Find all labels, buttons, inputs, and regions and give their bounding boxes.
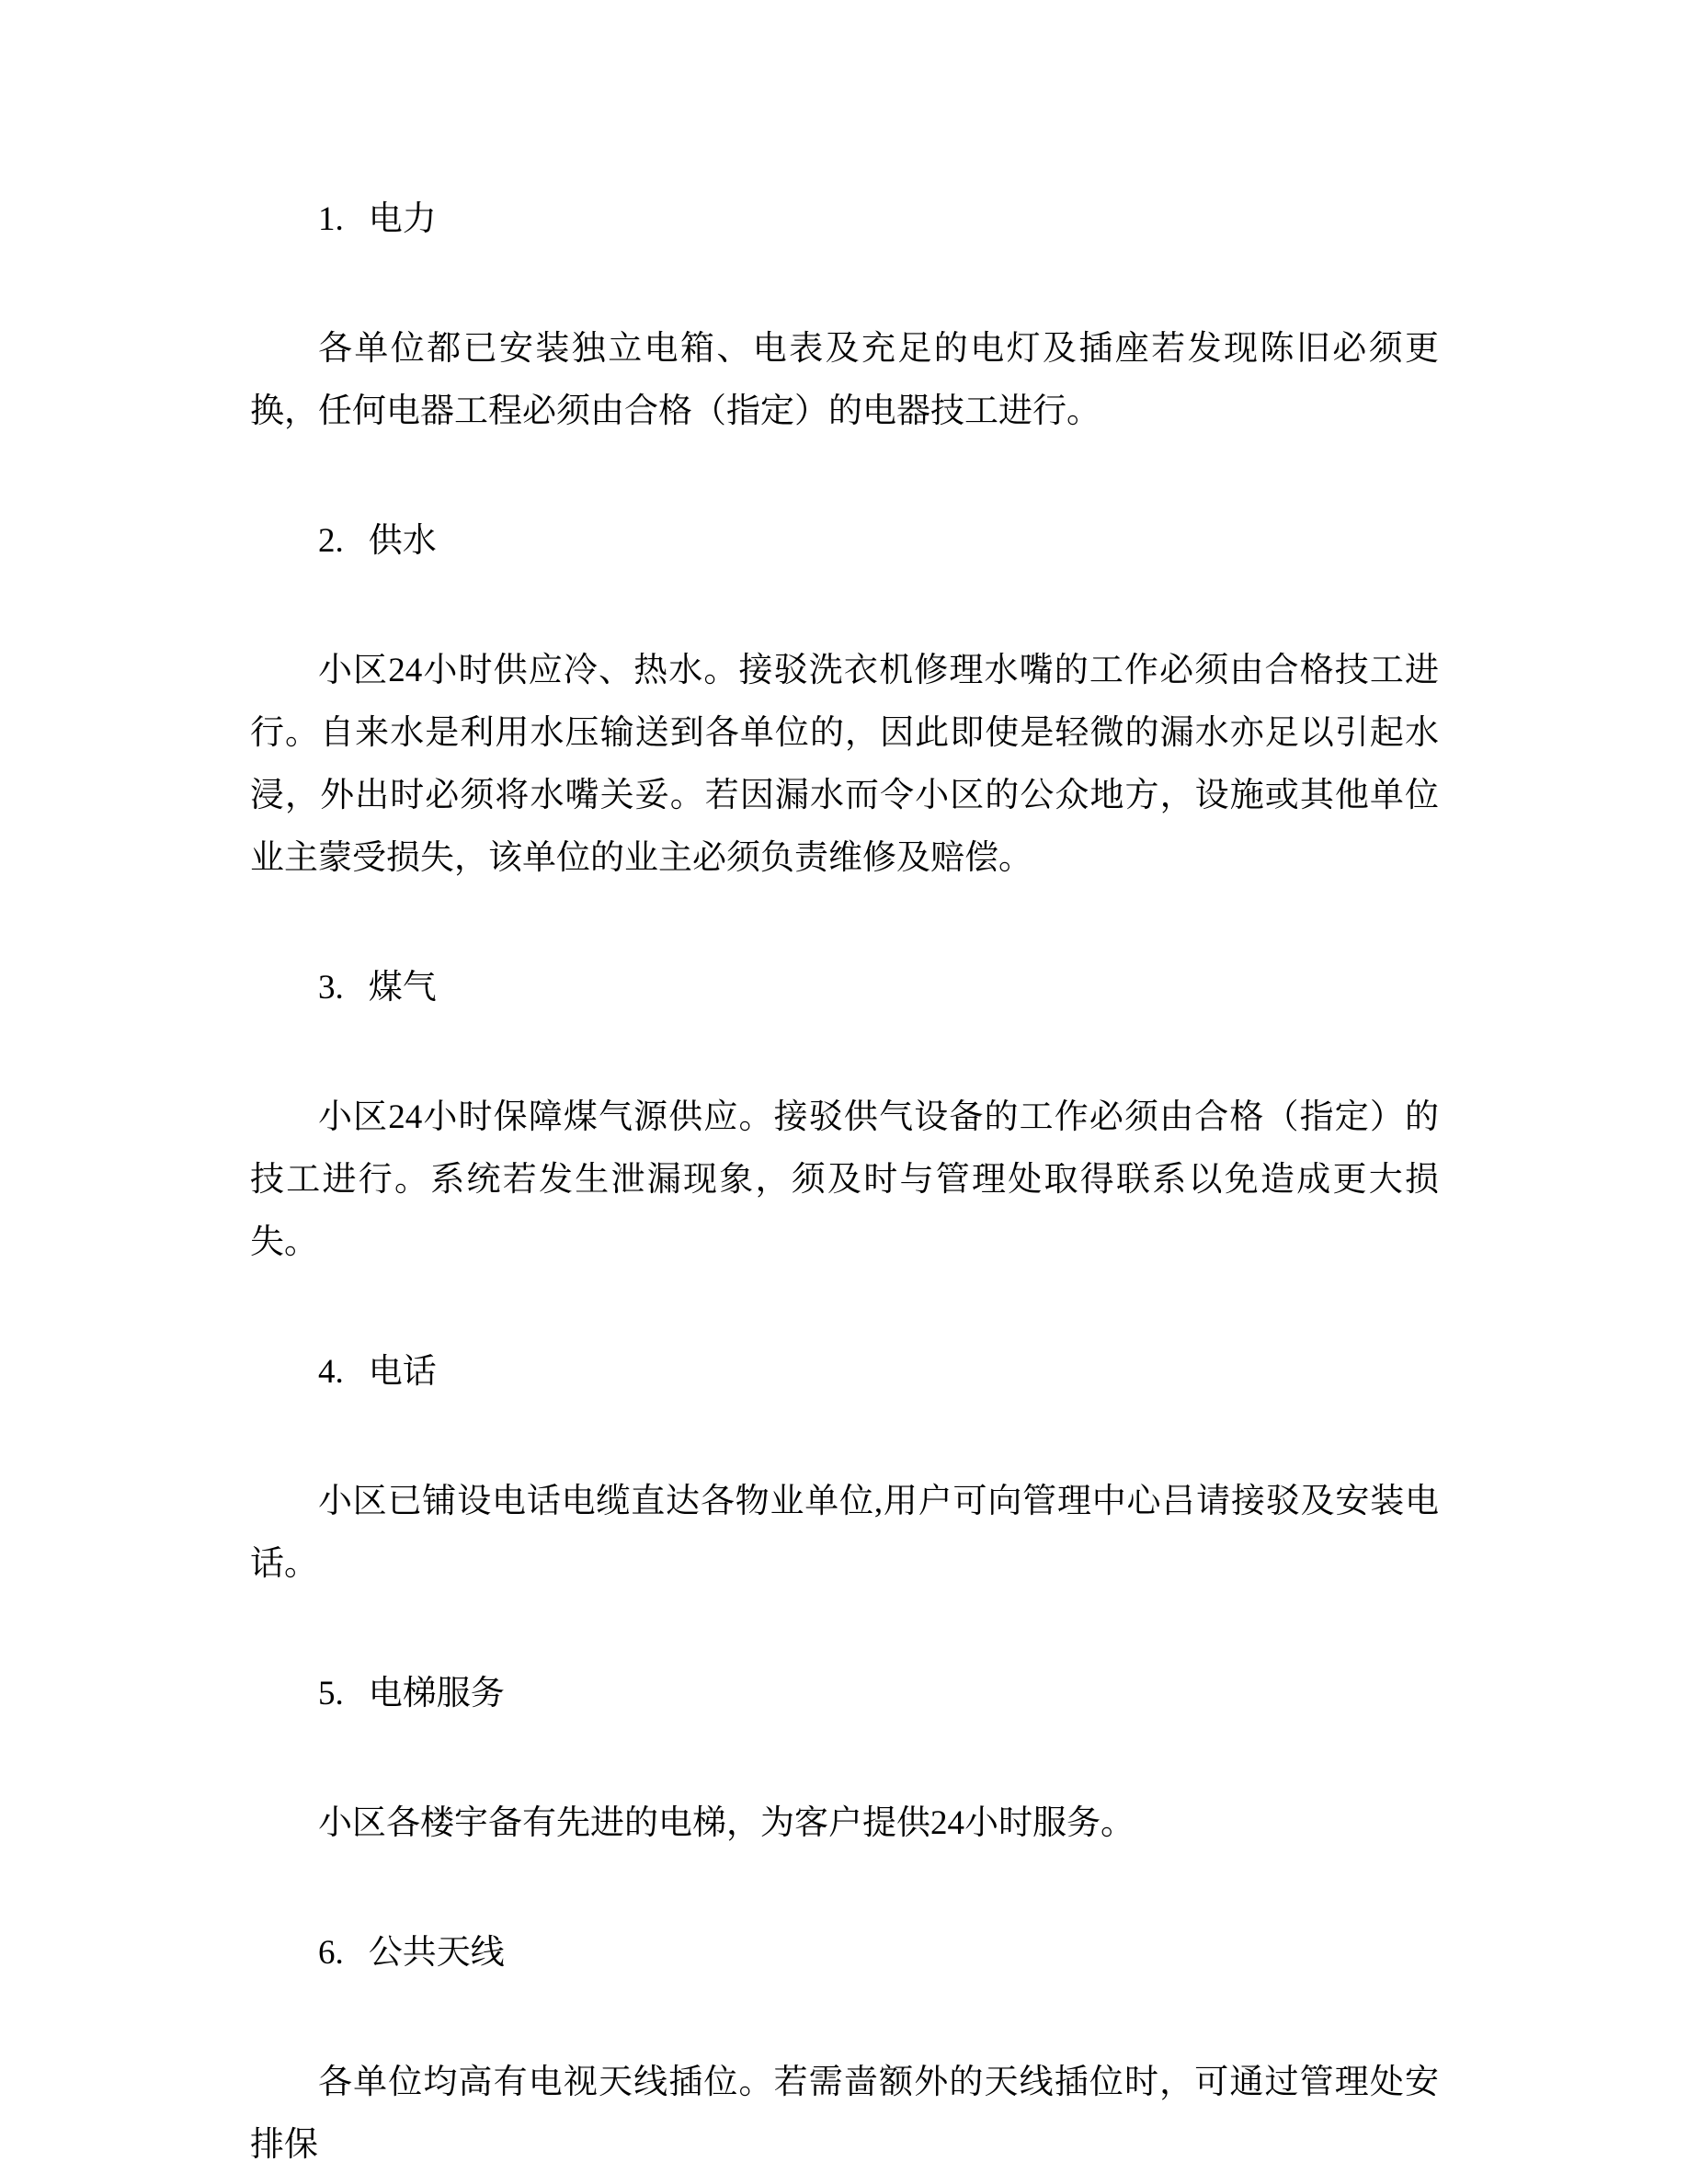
- section-number: 5.: [318, 1675, 344, 1712]
- section-paragraph: 各单位均高有电视天线插位。若需啬额外的天线插位时，可通过管理处安排保: [250, 2064, 1439, 2164]
- section-number: 4.: [318, 1353, 344, 1391]
- section-paragraph: 小区各楼宇备有先进的电梯，为客户提供24小时服务。: [318, 1804, 1135, 1842]
- section-title: 电话: [368, 1353, 437, 1391]
- section-number: 3.: [318, 969, 344, 1007]
- section-paragraph: 各单位都已安装独立电箱、电表及充足的电灯及插座若发现陈旧必须更换，任何电器工程必须由合格（指定）的电器技工进行。: [250, 330, 1439, 430]
- section-heading: [250, 1341, 1439, 1404]
- section-antenna: [250, 1922, 1439, 2177]
- section-number: 1.: [318, 200, 344, 238]
- section-title: 供水: [368, 522, 437, 560]
- section-paragraph: 小区24小时保障煤气源供应。接驳供气设备的工作必须由合格（指定）的技工进行。系统若发生泄漏现象，须及时与管理处取得联系以免造成更大损失。: [250, 1098, 1439, 1261]
- section-title: 公共天线: [368, 1934, 505, 1972]
- section-water: [250, 510, 1439, 890]
- section-paragraph: 小区24小时供应冷、热水。接驳洗衣机修理水嘴的工作必须由合格技工进行。自来水是利用水压输送到各单位的，因此即使是轻微的漏水亦足以引起水浸，外出时必须将水嘴关妥。若因漏水而令小区的公众地方，设施或其他单位业主蒙受损失，该单位的业主必须负责维修及赔偿。: [250, 652, 1439, 877]
- section-number: 2.: [318, 522, 344, 560]
- section-title: 电梯服务: [368, 1675, 505, 1712]
- section-gas: [250, 957, 1439, 1274]
- section-telephone: [250, 1341, 1439, 1596]
- section-heading: [250, 1922, 1439, 1985]
- section-electric: [250, 188, 1439, 443]
- section-heading: [250, 1663, 1439, 1725]
- section-title: 煤气: [368, 969, 437, 1007]
- section-heading: [250, 957, 1439, 1019]
- section-paragraph: 小区已铺设电话电缆直达各物业单位,用户可向管理中心吕请接驳及安装电话。: [250, 1483, 1439, 1583]
- section-number: 6.: [318, 1934, 344, 1972]
- section-heading: [250, 510, 1439, 573]
- section-heading: [250, 188, 1439, 251]
- section-elevator: [250, 1663, 1439, 1855]
- section-title: 电力: [368, 200, 437, 238]
